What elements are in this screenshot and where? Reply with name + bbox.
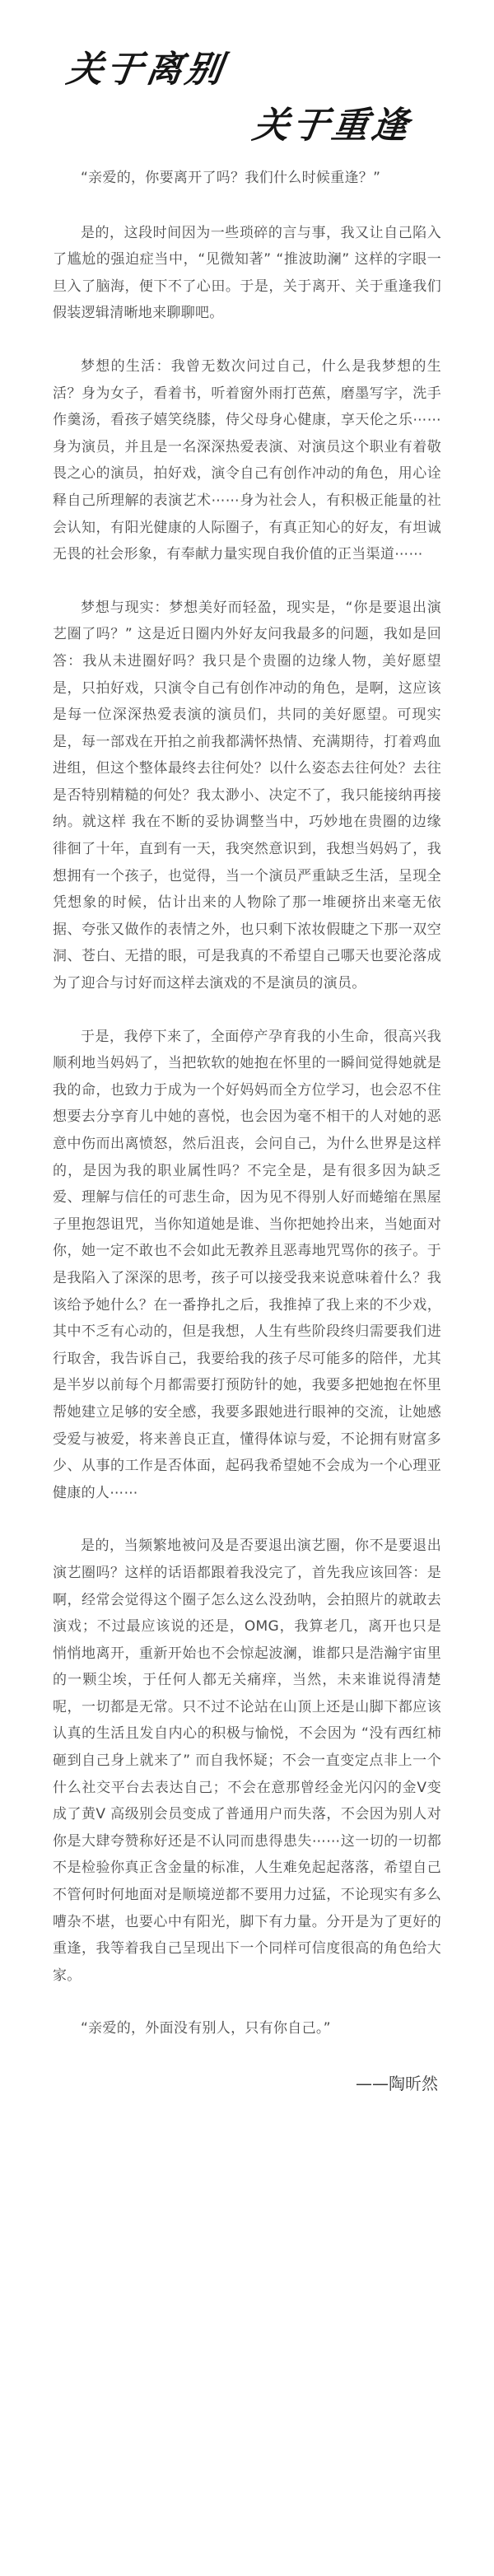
- title-line-1: 关于离别: [63, 49, 228, 91]
- paragraph-intro: 是的，这段时间因为一些琐碎的言与事，我又让自己陷入了尴尬的强迫症当中，“见微知著” “推波助澜” 这样的字眼一旦入了脑海，便下不了心田。于是，关于离开、关于重逢我们假装逻辑清晰地来聊聊吧。: [53, 224, 441, 322]
- opening-quote: “亲爱的，你要离开了吗？我们什么时候重逢？”: [81, 170, 381, 186]
- paragraph-motherhood: 于是，我停下来了，全面停产孕育我的小生命，很高兴我顺利地当妈妈了，当把软软的她抱在怀里的一瞬间觉得她就是我的命，也致力于成为一个好妈妈而全方位学习，也会忍不住想要去分享育儿中她的喜悦，也会因为毫不相干的人对她的恶意中伤而出离愤怒，然后沮丧，会问自己，为什么世界是这样的，是因为我的职业属性吗？不完全是，是有很多因为缺乏爱、理解与信任的可悲生命，因为见不得别人好而蜷缩在黑屋子里抱怨诅咒，当你知道她是谁、当你把她拎出来，当她面对你，她一定不敢也不会如此无教养且恶毒地咒骂你的孩子。于是我陷入了深深的思考，孩子可以接受我来说意味着什么？我该给予她什么？在一番挣扎之后，我推掉了我上来的不少戏，其中不乏有心动的，但是我想，人生有些阶段终归需要我们进行取舍，我告诉自己，我要给我的孩子尽可能多的陪伴，尤其是半岁以前每个月都需要打预防针的她，我要多把她抱在怀里帮她建立足够的安全感，我要多跟她进行眼神的交流，让她感受爱与被爱，将来善良正直，懂得体谅与爱，不论拥有财富多少、从事的工作是否体面，起码我希望她不会成为一个心理亚健康的人⋯⋯: [53, 1028, 441, 1501]
- paragraph-dream-reality: 梦想与现实：梦想美好而轻盈，现实是，“你是要退出演艺圈了吗？” 这是近日圈内外好友问我最多的问题，我如是回答：我从未进圈好吗？我只是个贵圈的边缘人物，美好愿望是，只拍好戏，只演令自己有创作冲动的角色，是啊，这应该是每一位深深热爱表演的演员们，共同的美好愿望。可现实是，每一部戏在开拍之前我都满怀热情、充满期待，打着鸡血进组，但这个整体最终去往何处？以什么姿态去往何处？去往是否特别精糙的何处？我太渺小、决定不了，我只能接纳再接纳。就这样 我在不断的妥协调整当中，巧妙地在贵圈的边缘徘徊了十年，直到有一天，我突然意识到，我想当妈妈了，我想拥有一个孩子，也觉得，当一个演员严重缺乏生活，呈现全凭想象的时候，估计出来的人物除了那一堆硬挤出来毫无依据、夸张又做作的表情之外，也只剩下浓妆假睫之下那一双空洞、苍白、无措的眼，可是我真的不希望自己哪天也要沦落成 为了迎合与讨好而这样去演戏的不是演员的演员。: [53, 599, 441, 992]
- author-signature: ——陶昕然: [356, 2074, 438, 2093]
- article-body: [53, 165, 441, 2042]
- paragraph-dream-life: 梦想的生活：我曾无数次问过自己，什么是我梦想的生活？身为女子，看着书，听着窗外雨打芭蕉，磨墨写字，洗手作羹汤，看孩子嬉笑绕膝，侍父母身心健康，享天伦之乐⋯⋯身为演员，并且是一名深深热爱表演、对演员这个职业有着敬畏之心的演员，拍好戏，演令自己有创作冲动的角色，用心诠释自己所理解的表演艺术⋯⋯身为社会人，有积极正能量的社会认知，有阳光健康的人际圈子，有真正知心的好友，有坦诚无畏的社会形象，有奉献力量实现自我价值的正当渠道⋯⋯: [53, 357, 441, 563]
- title-block: [53, 0, 441, 165]
- title-line-2: 关于重逢: [249, 105, 414, 147]
- closing-quote: “亲爱的，外面没有别人，只有你自己。”: [81, 2020, 331, 2037]
- paragraph-leaving: 是的，当频繁地被问及是否要退出演艺圈，你不是要退出演艺圈吗？这样的话语都跟着我没完了，首先我应该回答：是啊，经常会觉得这个圈子怎么这么没劲呐，会拍照片的就敢去演戏；不过最应该说的还是，OMG，我算老几，离开也只是悄悄地离开，重新开始也不会惊起波澜，谁都只是浩瀚宇宙里的一颗尘埃，于任何人都无关痛痒，当然，未来谁说得清楚呢，一切都是无常。只不过不论站在山顶上还是山脚下都应该认真的生活且发自内心的积极与愉悦，不会因为 “没有西红柿砸到自己身上就来了” 而自我怀疑；不会一直变定点非上一个什么社交平台去表达自己；不会在意那曾经金光闪闪的金V变成了黄V 高级别会员变成了普通用户而失落，不会因为别人对你是大肆夸赞称好还是不认同而患得患失⋯⋯这一切的一切都不是检验你真正含金量的标准，人生难免起起落落，希望自己不管何时何地面对是顺境逆都不要用力过猛，不论现实有多么嘈杂不堪，也要心中有阳光，脚下有力量。分开是为了更好的重逢，我等着我自己呈现出下一个同样可信度很高的角色给大家。: [53, 1538, 442, 1984]
